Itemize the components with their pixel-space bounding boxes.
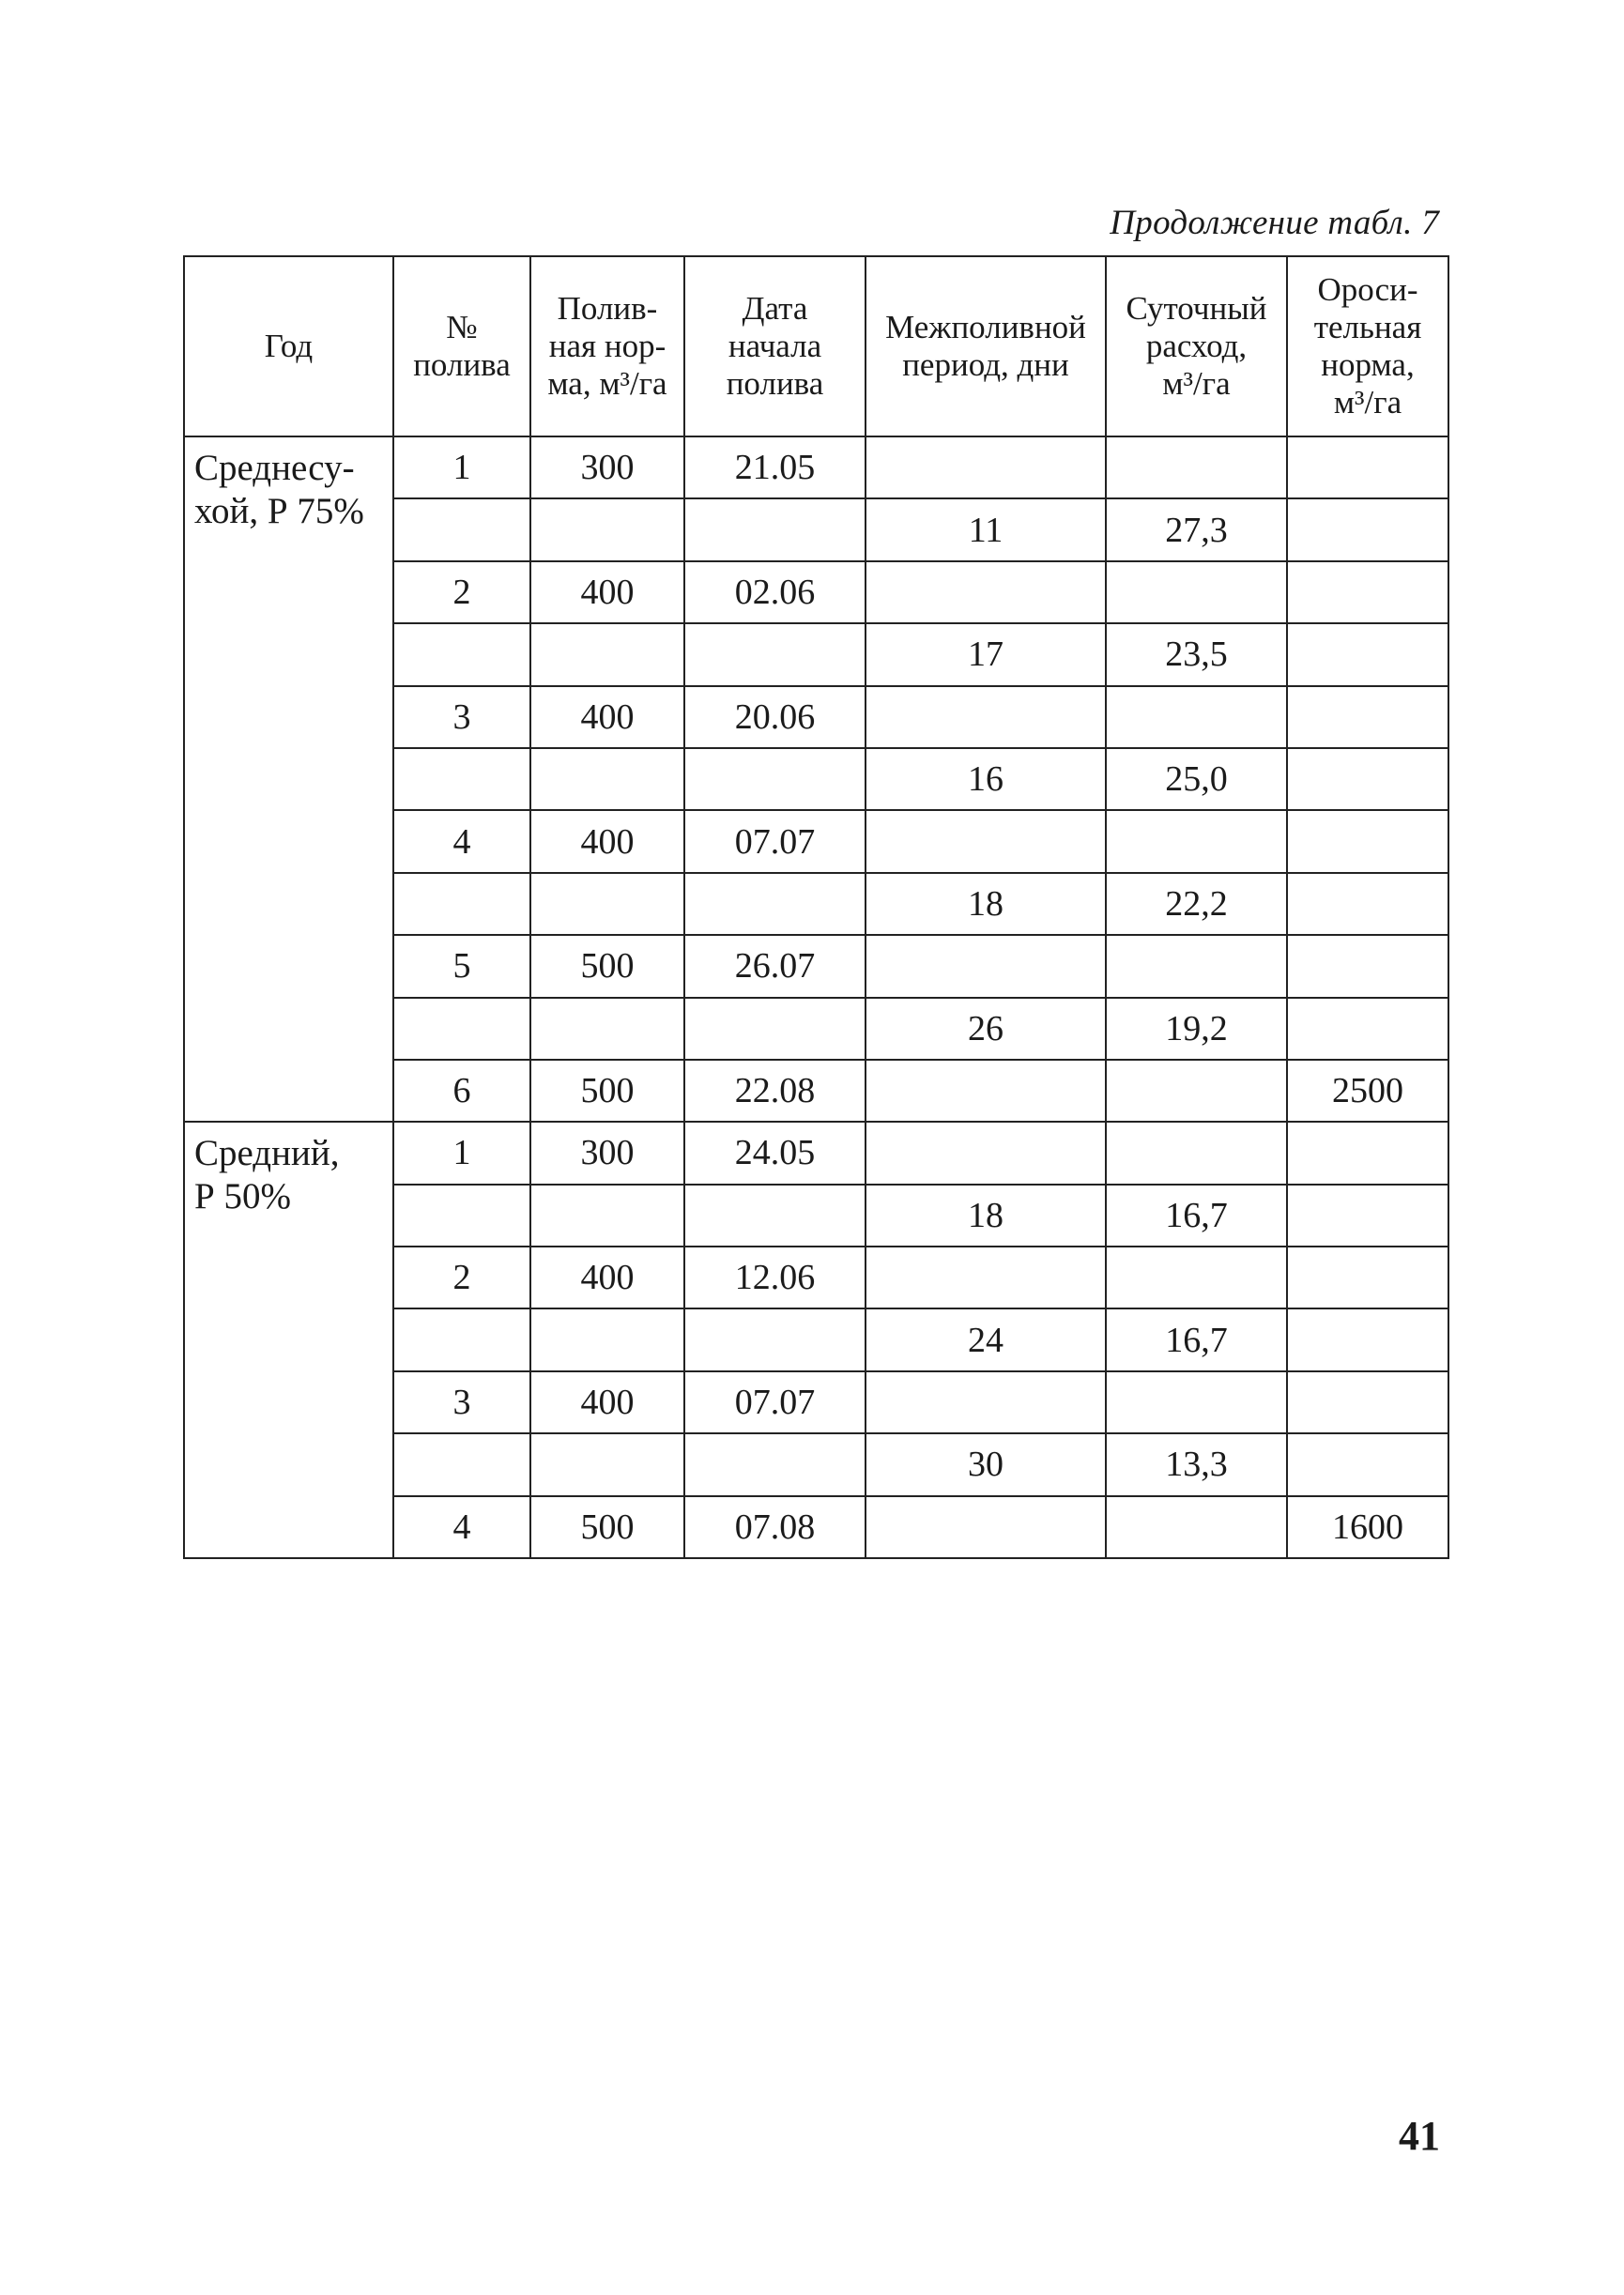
cell-date: 07.07 <box>684 810 866 872</box>
header-period <box>866 256 1106 436</box>
cell-period <box>866 935 1106 997</box>
header-norm-line: Полив- <box>557 290 658 327</box>
cell-number: 4 <box>393 810 530 872</box>
cell-period: 11 <box>866 498 1106 560</box>
irrigation-table <box>183 255 1449 1559</box>
cell-date: 07.07 <box>684 1371 866 1433</box>
cell-period <box>866 810 1106 872</box>
cell-date <box>684 623 866 685</box>
cell-number: 2 <box>393 561 530 623</box>
cell-period: 16 <box>866 748 1106 810</box>
header-year <box>184 256 393 436</box>
cell-norm: 400 <box>530 810 684 872</box>
cell-irrigation <box>1287 1308 1448 1370</box>
header-daily-line: Суточный <box>1126 290 1267 327</box>
cell-daily: 23,5 <box>1106 623 1287 685</box>
header-date-line: полива <box>726 365 824 402</box>
cell-daily: 16,7 <box>1106 1308 1287 1370</box>
cell-date <box>684 498 866 560</box>
cell-number: 2 <box>393 1247 530 1308</box>
cell-norm <box>530 623 684 685</box>
header-irrigation <box>1287 256 1448 436</box>
table-row <box>184 1122 1448 1184</box>
cell-number: 5 <box>393 935 530 997</box>
cell-period: 18 <box>866 1185 1106 1247</box>
cell-norm <box>530 1433 684 1495</box>
cell-daily <box>1106 935 1287 997</box>
cell-period <box>866 1122 1106 1184</box>
header-irrigation-line: м³/га <box>1333 384 1402 421</box>
cell-date: 12.06 <box>684 1247 866 1308</box>
year-cell-line: Р 50% <box>194 1176 291 1217</box>
cell-daily <box>1106 1060 1287 1122</box>
header-daily <box>1106 256 1287 436</box>
cell-date <box>684 1433 866 1495</box>
cell-period <box>866 1247 1106 1308</box>
cell-daily <box>1106 436 1287 498</box>
cell-daily <box>1106 1122 1287 1184</box>
cell-period: 24 <box>866 1308 1106 1370</box>
cell-period <box>866 1496 1106 1558</box>
header-date-line: начала <box>728 328 822 364</box>
cell-number: 1 <box>393 436 530 498</box>
cell-daily <box>1106 1496 1287 1558</box>
cell-number: 4 <box>393 1496 530 1558</box>
cell-date: 07.08 <box>684 1496 866 1558</box>
year-cell-line: Средний, <box>194 1133 340 1174</box>
cell-norm: 400 <box>530 1371 684 1433</box>
cell-date: 22.08 <box>684 1060 866 1122</box>
year-cell <box>184 436 393 1122</box>
header-row <box>184 256 1448 436</box>
cell-irrigation <box>1287 998 1448 1060</box>
header-year-line: Год <box>264 328 314 364</box>
cell-irrigation <box>1287 1185 1448 1247</box>
cell-daily: 22,2 <box>1106 873 1287 935</box>
cell-irrigation: 2500 <box>1287 1060 1448 1122</box>
cell-date <box>684 1185 866 1247</box>
cell-irrigation <box>1287 1122 1448 1184</box>
year-cell <box>184 1122 393 1558</box>
cell-daily: 13,3 <box>1106 1433 1287 1495</box>
table-caption: Продолжение табл. 7 <box>1110 204 1439 242</box>
cell-irrigation: 1600 <box>1287 1496 1448 1558</box>
cell-number <box>393 748 530 810</box>
cell-daily: 25,0 <box>1106 748 1287 810</box>
cell-norm: 300 <box>530 436 684 498</box>
table-row <box>184 436 1448 498</box>
cell-date <box>684 998 866 1060</box>
cell-irrigation <box>1287 1247 1448 1308</box>
cell-date: 02.06 <box>684 561 866 623</box>
header-period-line: период, дни <box>902 346 1069 383</box>
cell-norm: 500 <box>530 935 684 997</box>
header-period-line: Межполивной <box>885 309 1086 345</box>
cell-period <box>866 1060 1106 1122</box>
cell-date: 20.06 <box>684 686 866 748</box>
cell-date: 26.07 <box>684 935 866 997</box>
header-irrigation-line: норма, <box>1321 346 1415 383</box>
cell-period <box>866 561 1106 623</box>
cell-date: 21.05 <box>684 436 866 498</box>
cell-period: 30 <box>866 1433 1106 1495</box>
table-body <box>184 436 1448 1558</box>
cell-period <box>866 436 1106 498</box>
header-daily-line: м³/га <box>1162 365 1231 402</box>
header-norm-line: ма, м³/га <box>547 365 667 402</box>
header-number <box>393 256 530 436</box>
cell-number <box>393 873 530 935</box>
cell-norm <box>530 873 684 935</box>
cell-irrigation <box>1287 686 1448 748</box>
header-daily-line: расход, <box>1145 328 1248 364</box>
header-number-line: № <box>446 309 478 345</box>
cell-date <box>684 1308 866 1370</box>
cell-irrigation <box>1287 935 1448 997</box>
cell-period: 18 <box>866 873 1106 935</box>
cell-period <box>866 686 1106 748</box>
cell-irrigation <box>1287 498 1448 560</box>
cell-irrigation <box>1287 436 1448 498</box>
header-number-line: полива <box>413 346 511 383</box>
cell-period: 26 <box>866 998 1106 1060</box>
cell-number: 3 <box>393 686 530 748</box>
cell-daily: 27,3 <box>1106 498 1287 560</box>
cell-number <box>393 1308 530 1370</box>
page-number: 41 <box>1399 2113 1440 2159</box>
year-cell-line: Среднесу- <box>194 448 355 488</box>
year-cell-line: хой, Р 75% <box>194 491 364 531</box>
cell-norm: 400 <box>530 686 684 748</box>
header-norm <box>530 256 684 436</box>
cell-date: 24.05 <box>684 1122 866 1184</box>
cell-date <box>684 748 866 810</box>
cell-irrigation <box>1287 873 1448 935</box>
cell-number: 1 <box>393 1122 530 1184</box>
header-irrigation-line: тельная <box>1313 309 1422 345</box>
cell-norm: 500 <box>530 1496 684 1558</box>
cell-daily: 16,7 <box>1106 1185 1287 1247</box>
cell-norm <box>530 998 684 1060</box>
cell-irrigation <box>1287 810 1448 872</box>
cell-irrigation <box>1287 623 1448 685</box>
header-norm-line: ная нор- <box>548 328 666 364</box>
cell-norm: 400 <box>530 1247 684 1308</box>
cell-irrigation <box>1287 1371 1448 1433</box>
cell-norm: 300 <box>530 1122 684 1184</box>
cell-norm <box>530 1185 684 1247</box>
cell-daily: 19,2 <box>1106 998 1287 1060</box>
cell-norm: 400 <box>530 561 684 623</box>
cell-number <box>393 623 530 685</box>
cell-daily <box>1106 810 1287 872</box>
cell-number <box>393 1433 530 1495</box>
cell-number <box>393 998 530 1060</box>
cell-date <box>684 873 866 935</box>
cell-irrigation <box>1287 561 1448 623</box>
cell-irrigation <box>1287 748 1448 810</box>
cell-daily <box>1106 1247 1287 1308</box>
header-date-line: Дата <box>742 290 808 327</box>
cell-norm <box>530 498 684 560</box>
cell-irrigation <box>1287 1433 1448 1495</box>
cell-norm: 500 <box>530 1060 684 1122</box>
cell-daily <box>1106 1371 1287 1433</box>
cell-number: 3 <box>393 1371 530 1433</box>
header-irrigation-line: Ороси- <box>1317 271 1418 308</box>
cell-daily <box>1106 561 1287 623</box>
cell-period <box>866 1371 1106 1433</box>
header-date <box>684 256 866 436</box>
cell-daily <box>1106 686 1287 748</box>
cell-number <box>393 498 530 560</box>
cell-norm <box>530 748 684 810</box>
cell-period: 17 <box>866 623 1106 685</box>
cell-norm <box>530 1308 684 1370</box>
cell-number: 6 <box>393 1060 530 1122</box>
cell-number <box>393 1185 530 1247</box>
